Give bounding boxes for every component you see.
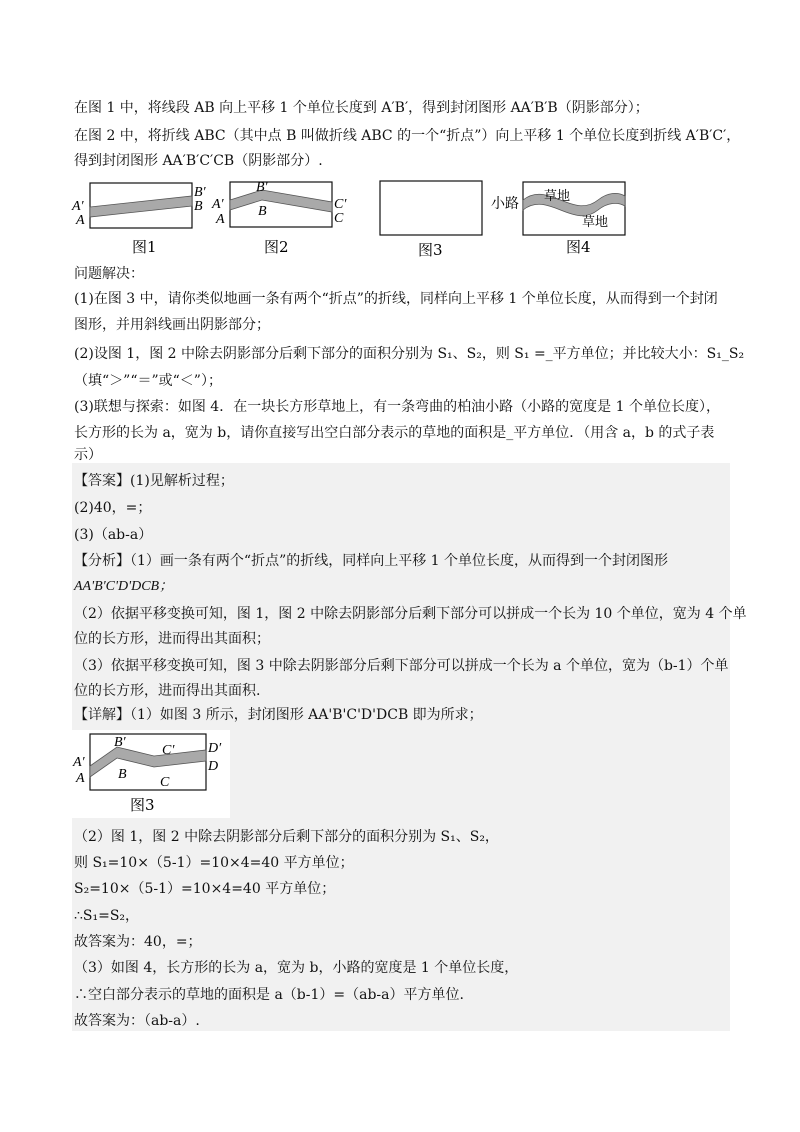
fig4-road [523, 193, 625, 215]
fig2-label-a-prime: A′ [212, 197, 224, 212]
detail-6: 故答案为：40，=； [74, 934, 202, 950]
analysis-3: （3）依据平移变换可知，图 3 中除去阴影部分后剩下部分可以拼成一个长为 a 个单位，宽为（b-1）个单 [74, 658, 729, 674]
fig4-path-label: 小路 [491, 196, 519, 212]
question-1-line-2: 图形，并用斜线画出阴影部分； [74, 317, 270, 333]
detail-label-a: A [76, 771, 85, 786]
fig3-caption: 图3 [418, 241, 443, 259]
detail-label-c: C [160, 775, 170, 790]
fig1-caption: 图1 [132, 238, 157, 256]
analysis-3b: 位的长方形，进而得出其面积. [74, 683, 261, 699]
analysis-2b: 位的长方形，进而得出其面积； [74, 631, 270, 647]
detail-1: 【详解】（1）如图 3 所示，封闭图形 AA'B'C'D'DCB 即为所求； [74, 707, 483, 723]
fig4-grass-label-1: 草地 [544, 189, 571, 204]
question-1-line-1: (1)在图 3 中，请你类似地画一条有两个“折点”的折线，同样向上平移 1 个单位长度，从而得到一个封闭 [74, 291, 718, 307]
answer-1: 【答案】(1)见解析过程； [74, 473, 234, 489]
fig4-caption: 图4 [566, 238, 591, 256]
figure-2 [210, 178, 360, 262]
answer-3: (3)（ab-a） [74, 527, 153, 543]
detail-fig-shaded-strip [90, 747, 206, 777]
fig1-label-b: B [194, 199, 203, 214]
fig2-shaded-strip [230, 190, 332, 212]
detail-fig-caption: 图3 [130, 796, 155, 814]
detail-label-a-prime: A′ [73, 755, 85, 770]
analysis-2: （2）依据平移变换可知，图 1，图 2 中除去阴影部分后剩下部分可以拼成一个长为 10 个单位，宽为 4 个单 [74, 606, 747, 622]
detail-3: 则 S₁=10×（5-1）=10×4=40 平方单位； [74, 855, 354, 871]
question-3-line-1: (3)联想与探索：如图 4．在一块长方形草地上，有一条弯曲的柏油小路（小路的宽度是 1 个单位长度）， [74, 399, 720, 415]
detail-label-b: B [118, 767, 127, 782]
fig2-label-c-prime: C′ [334, 197, 347, 212]
fig2-label-b: B [258, 204, 267, 219]
detail-label-d-prime: D′ [208, 741, 222, 756]
fig1-label-a-prime: A′ [72, 199, 84, 214]
detail-label-d: D [208, 759, 219, 774]
detail-2: （2）图 1，图 2 中除去阴影部分后剩下部分的面积分别为 S₁、S₂， [74, 829, 499, 845]
fig2-label-b-prime: B′ [256, 180, 268, 195]
detail-figure-3 [72, 730, 230, 818]
detail-9: 故答案为：（ab-a）. [74, 1013, 200, 1029]
detail-5: ∴S₁=S₂， [74, 908, 140, 924]
fig1-label-a: A [76, 213, 85, 228]
fig2-label-a: A [216, 212, 225, 227]
problem-heading: 问题解决： [74, 266, 144, 282]
fig1-shaded-strip [90, 196, 192, 217]
intro-line-3: 得到封闭图形 AA′B′C′CB（阴影部分）. [74, 153, 323, 169]
detail-label-c-prime: C′ [162, 743, 175, 758]
intro-line-1: 在图 1 中，将线段 AB 向上平移 1 个单位长度到 A′B′，得到封闭图形 AA′B′B（阴影部分）； [74, 100, 649, 116]
figure-1 [70, 180, 220, 262]
answer-2: (2)40，=； [74, 500, 152, 516]
fig2-label-c: C [334, 211, 344, 226]
figure-3 [376, 178, 486, 262]
analysis-1: 【分析】（1）画一条有两个“折点”的折线，同样向上平移 1 个单位长度，从而得到一个封闭图形 [74, 553, 669, 569]
detail-4: S₂=10×（5-1）=10×4=40 平方单位； [74, 881, 336, 897]
detail-8: ∴空白部分表示的草地的面积是 a（b-1）=（ab-a）平方单位. [74, 987, 464, 1003]
question-3-line-3: 示） [74, 447, 102, 463]
detail-7: （3）如图 4，长方形的长为 a，宽为 b，小路的宽度是 1 个单位长度， [74, 960, 519, 976]
question-2-line-1: (2)设图 1，图 2 中除去阴影部分后剩下部分的面积分别为 S₁、S₂，则 S₁ =_平方单位；并比较大小：S₁_S₂ [74, 346, 745, 362]
figure-4 [488, 178, 638, 262]
fig4-grass-label-2: 草地 [582, 215, 609, 230]
fig1-label-b-prime: B′ [194, 185, 206, 200]
intro-line-2: 在图 2 中，将折线 ABC（其中点 B 叫做折线 ABC 的一个“折点”）向上平移 1 个单位长度到折线 A′B′C′， [74, 128, 741, 144]
question-2-line-2: （填“＞”“＝”或“＜”）； [74, 373, 222, 389]
analysis-1b: AA'B'C'D'DCB； [74, 579, 174, 594]
question-3-line-2: 长方形的长为 a，宽为 b，请你直接写出空白部分表示的草地的面积是_平方单位．（用含 a，b 的式子表 [74, 425, 715, 441]
fig2-caption: 图2 [264, 238, 289, 256]
detail-label-b-prime: B′ [114, 735, 126, 750]
